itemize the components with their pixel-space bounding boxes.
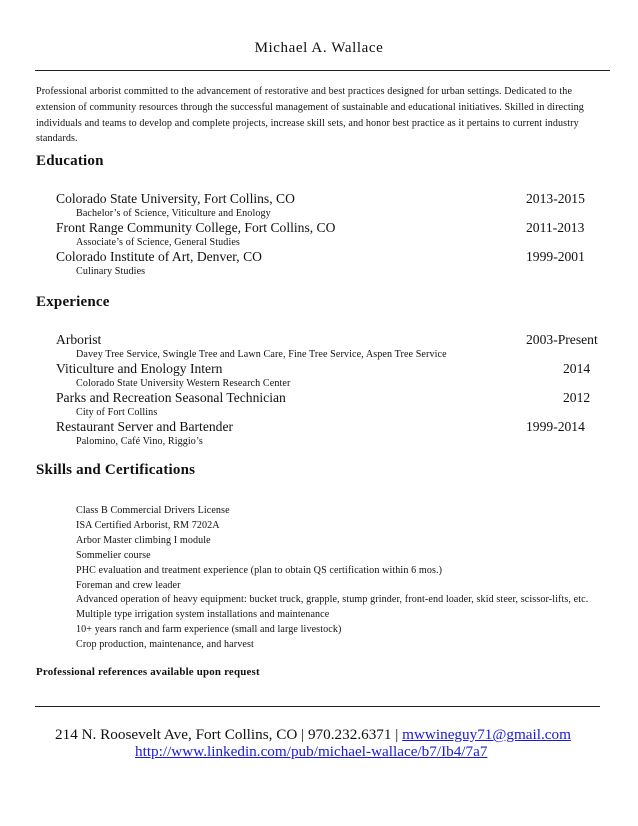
experience-entry	[56, 390, 600, 418]
education-date: 2013-2015	[526, 191, 585, 206]
education-entry	[56, 191, 600, 219]
education-institution: Front Range Community College, Fort Collins, CO	[56, 220, 336, 235]
experience-date: 2014	[563, 361, 591, 376]
skill-item: Sommelier course	[76, 549, 151, 561]
references-note: Professional references available upon request	[36, 666, 260, 678]
education-degree: Associate’s of Science, General Studies	[76, 237, 240, 248]
skills-heading: Skills and Certifications	[36, 462, 196, 478]
contact-email-link[interactable]: mwwineguy71@gmail.com	[402, 726, 571, 743]
education-date: 2011-2013	[526, 220, 585, 235]
skill-item: PHC evaluation and treatment experience (plan to obtain QS certification within 6 mos.)	[76, 564, 443, 576]
resume-name: Michael A. Wallace	[254, 40, 384, 56]
education-institution: Colorado Institute of Art, Denver, CO	[56, 249, 262, 264]
experience-title: Viticulture and Enology Intern	[56, 361, 223, 376]
experience-entry	[56, 419, 600, 447]
experience-employer: Colorado State University Western Research Center	[76, 378, 291, 389]
experience-title: Parks and Recreation Seasonal Technician	[56, 390, 286, 405]
education-degree: Bachelor’s of Science, Viticulture and Enology	[76, 208, 271, 219]
experience-entry	[56, 361, 600, 389]
education-heading: Education	[36, 153, 104, 169]
footer-divider	[35, 706, 600, 707]
experience-date: 2003-Present	[526, 332, 598, 347]
skill-item: 10+ years ranch and farm experience (small and large livestock)	[76, 624, 342, 636]
education-date: 1999-2001	[526, 249, 585, 264]
contact-separator: |	[395, 726, 399, 743]
experience-heading: Experience	[36, 294, 110, 310]
contact-phone[interactable]: 970.232.6371	[307, 726, 392, 743]
experience-employer: City of Fort Collins	[76, 407, 158, 418]
experience-title: Arborist	[56, 332, 102, 347]
skill-item: Foreman and crew leader	[76, 579, 181, 591]
professional-summary: Professional arborist committed to the advancement of restorative and best practices designed for urban settings. Dedicated to the extension of community resources through the successful management of sustainable and educational initiatives. Skilled in directing individuals and teams to develop and complete projects, increase skill sets, and honor best practice as it pertains to current industry standards.	[36, 86, 584, 145]
education-entry	[56, 249, 600, 277]
experience-entry	[56, 332, 600, 360]
header-divider	[35, 70, 610, 71]
education-degree: Culinary Studies	[76, 266, 146, 277]
experience-employer: Davey Tree Service, Swingle Tree and Lawn Care, Fine Tree Service, Aspen Tree Service	[76, 349, 447, 360]
experience-title: Restaurant Server and Bartender	[56, 419, 234, 434]
skill-item: Crop production, maintenance, and harvest	[76, 639, 254, 651]
skill-item: Arbor Master climbing I module	[76, 534, 211, 546]
education-institution: Colorado State University, Fort Collins, CO	[56, 191, 295, 206]
contact-address: 214 N. Roosevelt Ave, Fort Collins, CO	[55, 726, 298, 743]
skill-item: Multiple type irrigation system installations and maintenance	[76, 609, 330, 621]
skill-item: Class B Commercial Drivers License	[76, 505, 230, 516]
experience-date: 1999-2014	[526, 419, 585, 434]
contact-line	[55, 726, 571, 744]
contact-separator: |	[301, 726, 305, 743]
experience-employer: Palomino, Café Vino, Riggio’s	[76, 436, 203, 447]
skill-item: Advanced operation of heavy equipment: bucket truck, grapple, stump grinder, front-end loader, skid steer, scissor-lifts, etc.	[76, 594, 589, 606]
linkedin-line	[135, 743, 487, 761]
linkedin-link[interactable]: http://www.linkedin.com/pub/michael-wallace/b7/Ib4/7a7	[135, 743, 488, 760]
skill-item: ISA Certified Arborist, RM 7202A	[76, 519, 220, 531]
experience-date: 2012	[563, 390, 591, 405]
education-entry	[56, 220, 600, 248]
skills-list	[76, 504, 596, 653]
